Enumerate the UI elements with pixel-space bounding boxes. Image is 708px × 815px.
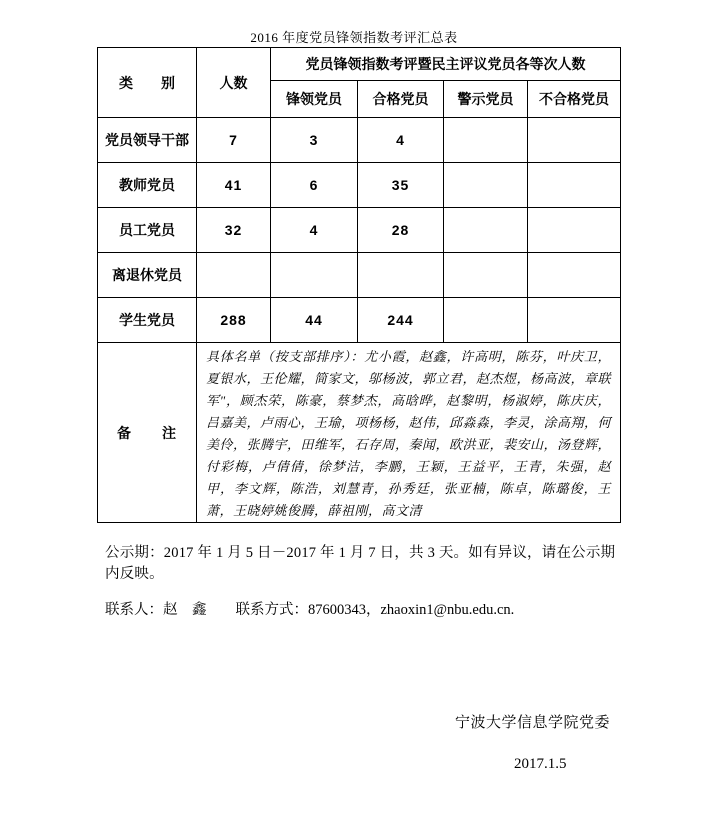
- table-row: [98, 298, 621, 343]
- cell-category: 离退休党员: [98, 253, 197, 298]
- contact-info-text: 联系人：赵 鑫 联系方式：87600343，zhaoxin1@nbu.edu.cn.: [105, 602, 515, 618]
- remark-label: 备 注: [98, 343, 197, 523]
- cell-warning: [444, 298, 528, 343]
- cell-count: 7: [197, 118, 271, 163]
- remark-content: 具体名单（按支部排序）：尤小霞，赵鑫，许高明，陈芬，叶庆卫，夏银水，王伦耀，简家文，邬杨波，郭立君，赵杰煜，杨高波，章联军"，顾杰荣，陈豪，蔡梦杰，高晗晔，赵黎明，杨淑婷，陈庆庆，吕嘉美，卢雨心，王瑜，项杨杨，赵伟，邱淼淼，李灵，涂高翔，何美伶，张腾宇，田维军，石存周，秦闻，欧洪亚，裴安山，汤登辉，付彩梅，卢倩倩，徐梦洁，李鹏，王颖，王益平，王青，朱强，赵甲，李文辉，陈浩，刘慧青，孙秀廷，张亚楠，陈卓，陈璐俊，王萧，王晓婷姚俊腾，薛祖刚，高文清: [197, 343, 621, 523]
- cell-fengling: 6: [271, 163, 358, 208]
- header-sub-warning: 警示党员: [444, 81, 528, 118]
- table-header-row-1: [98, 48, 621, 81]
- header-sub-unqualified: 不合格党员: [528, 81, 621, 118]
- cell-qualified: 35: [358, 163, 444, 208]
- cell-category: 员工党员: [98, 208, 197, 253]
- cell-category: 教师党员: [98, 163, 197, 208]
- cell-category: 学生党员: [98, 298, 197, 343]
- cell-count: [197, 253, 271, 298]
- table-row: [98, 118, 621, 163]
- header-group: 党员锋领指数考评暨民主评议党员各等次人数: [271, 48, 621, 81]
- cell-unqualified: [528, 253, 621, 298]
- header-sub-fengling: 锋领党员: [271, 81, 358, 118]
- cell-category: 党员领导干部: [98, 118, 197, 163]
- remark-row: [98, 343, 621, 523]
- cell-count: 288: [197, 298, 271, 343]
- cell-unqualified: [528, 298, 621, 343]
- cell-fengling: 4: [271, 208, 358, 253]
- signature-org: 宁波大学信息学院党委: [455, 715, 611, 731]
- table-row: [98, 253, 621, 298]
- cell-warning: [444, 208, 528, 253]
- cell-count: 41: [197, 163, 271, 208]
- header-count: 人数: [197, 48, 271, 118]
- publicity-period-text: 公示期：2017 年 1 月 5 日－2017 年 1 月 7 日，共 3 天。如有异议，请在公示期内反映。: [105, 545, 616, 582]
- page-title: 2016 年度党员锋领指数考评汇总表: [250, 30, 458, 45]
- cell-warning: [444, 163, 528, 208]
- cell-qualified: [358, 253, 444, 298]
- cell-qualified: 244: [358, 298, 444, 343]
- cell-unqualified: [528, 208, 621, 253]
- cell-fengling: 3: [271, 118, 358, 163]
- evaluation-table: [97, 47, 621, 523]
- header-category: 类 别: [98, 48, 197, 118]
- cell-fengling: 44: [271, 298, 358, 343]
- table-row: [98, 208, 621, 253]
- cell-fengling: [271, 253, 358, 298]
- cell-warning: [444, 253, 528, 298]
- cell-qualified: 4: [358, 118, 444, 163]
- header-sub-qualified: 合格党员: [358, 81, 444, 118]
- cell-warning: [444, 118, 528, 163]
- signature-date: 2017.1.5: [514, 756, 567, 772]
- cell-unqualified: [528, 118, 621, 163]
- cell-qualified: 28: [358, 208, 444, 253]
- cell-unqualified: [528, 163, 621, 208]
- table-row: [98, 163, 621, 208]
- cell-count: 32: [197, 208, 271, 253]
